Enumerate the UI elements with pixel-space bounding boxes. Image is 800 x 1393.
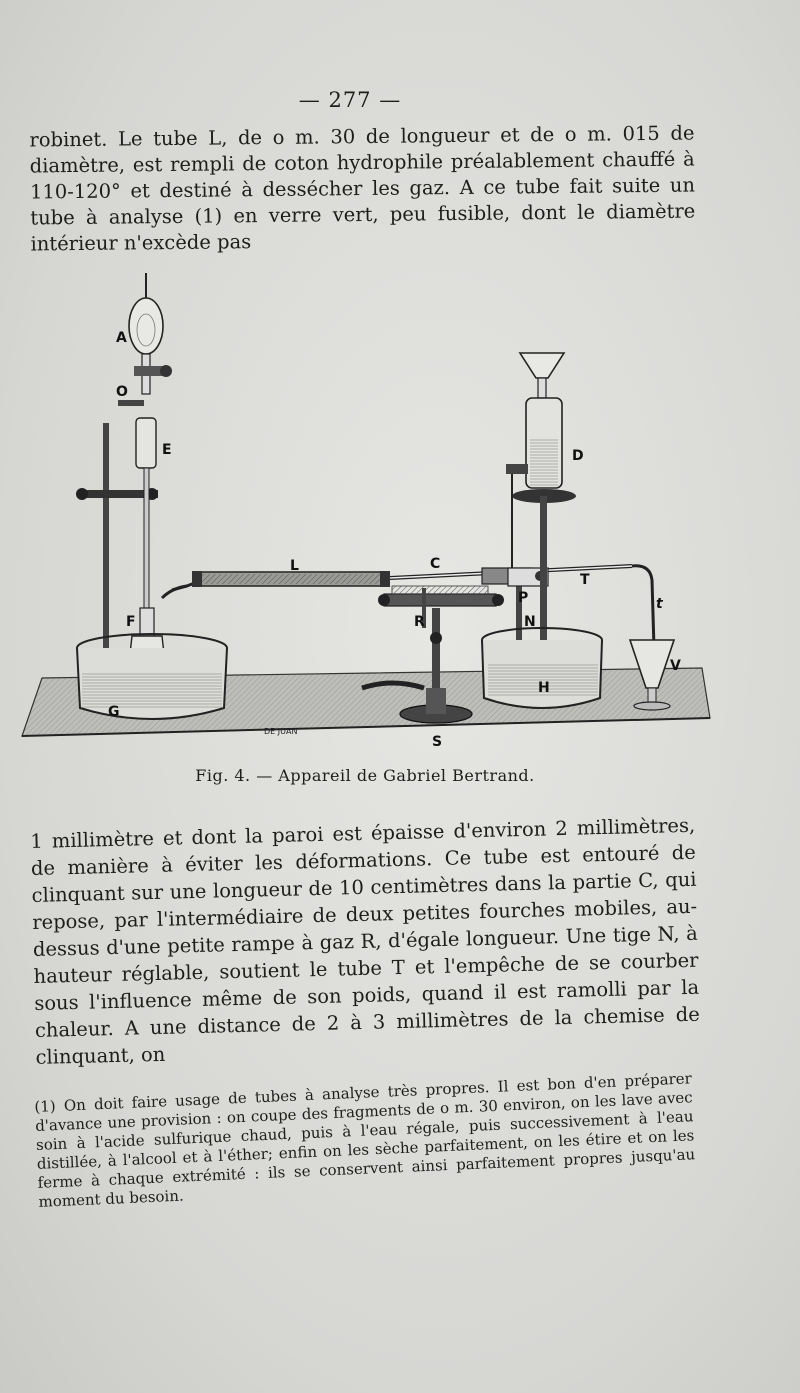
label-L: L	[290, 558, 299, 574]
label-H: H	[538, 680, 550, 696]
label-E: E	[162, 442, 172, 458]
label-R: R	[414, 614, 425, 630]
drying-tube-L	[172, 571, 390, 590]
apparatus-illustration	[12, 268, 712, 758]
label-C: C	[430, 556, 441, 572]
page-number: — 277 —	[298, 88, 402, 112]
label-N: N	[524, 614, 536, 630]
footnote	[34, 1069, 696, 1212]
label-V: V	[670, 658, 681, 674]
footnote-text: (1) On doit faire usage de tubes à analyse très propres. Il est bon d'en préparer d'avance une provision : on coupe des fragments de o m. 30 environ, on les lave avec soin à l'acide sulfurique chaud, puis à l'eau régale, puis successivement à l'eau distillée, à l'alcool et à l'éther; enfin on les sèche parfaitement, on les étire et on les ferme à chaque extrémité : ils se conservent ainsi parfaitement propres jusqu'au moment du besoin.	[34, 1069, 696, 1211]
label-G: G	[108, 704, 120, 720]
label-P: P	[518, 590, 529, 606]
dish-H	[482, 628, 602, 708]
label-D: D	[572, 448, 584, 464]
label-O: O	[116, 384, 128, 400]
label-F: F	[126, 614, 136, 630]
bottom-paragraph: 1 millimètre et dont la paroi est épaisse d'environ 2 millimètres, de manière à éviter les déformations. Ce tube est entouré de clinquant sur une longueur de 10 centimètres dans la partie C, qui repose, par l'intermédiaire de deux petites fourches mobiles, au-dessus d'une petite rampe à gaz R, d'égale longueur. Une tige N, à hauteur réglable, soutient le tube T et l'empêche de se courber sous l'influence même de son poids, quand il est ramolli par la chaleur. A une distance de 2 à 3 millimètres de la chemise de clinquant, on	[30, 813, 701, 1069]
separatory-funnel-A	[118, 273, 172, 608]
label-S: S	[432, 734, 443, 750]
label-A: A	[116, 330, 127, 346]
top-paragraph: robinet. Le tube L, de o m. 30 de longueur et de o m. 015 de diamètre, est rempli de coton hydrophile préalablement chauffé à 110-120° et destiné à dessécher les gaz. A ce tube fait suite un tube à analyse (1) en verre vert, peu fusible, dont le diamètre intérieur n'excède pas	[29, 121, 696, 256]
figure-caption: Fig. 4. — Appareil de Gabriel Bertrand.	[195, 766, 535, 785]
top-paragraph-block	[29, 121, 695, 258]
bottom-paragraph-block	[30, 812, 701, 1071]
label-t: t	[656, 596, 663, 612]
apparatus-figure	[12, 268, 712, 758]
label-T: T	[580, 572, 590, 588]
engraver-signature: DE JUAN	[264, 727, 298, 736]
